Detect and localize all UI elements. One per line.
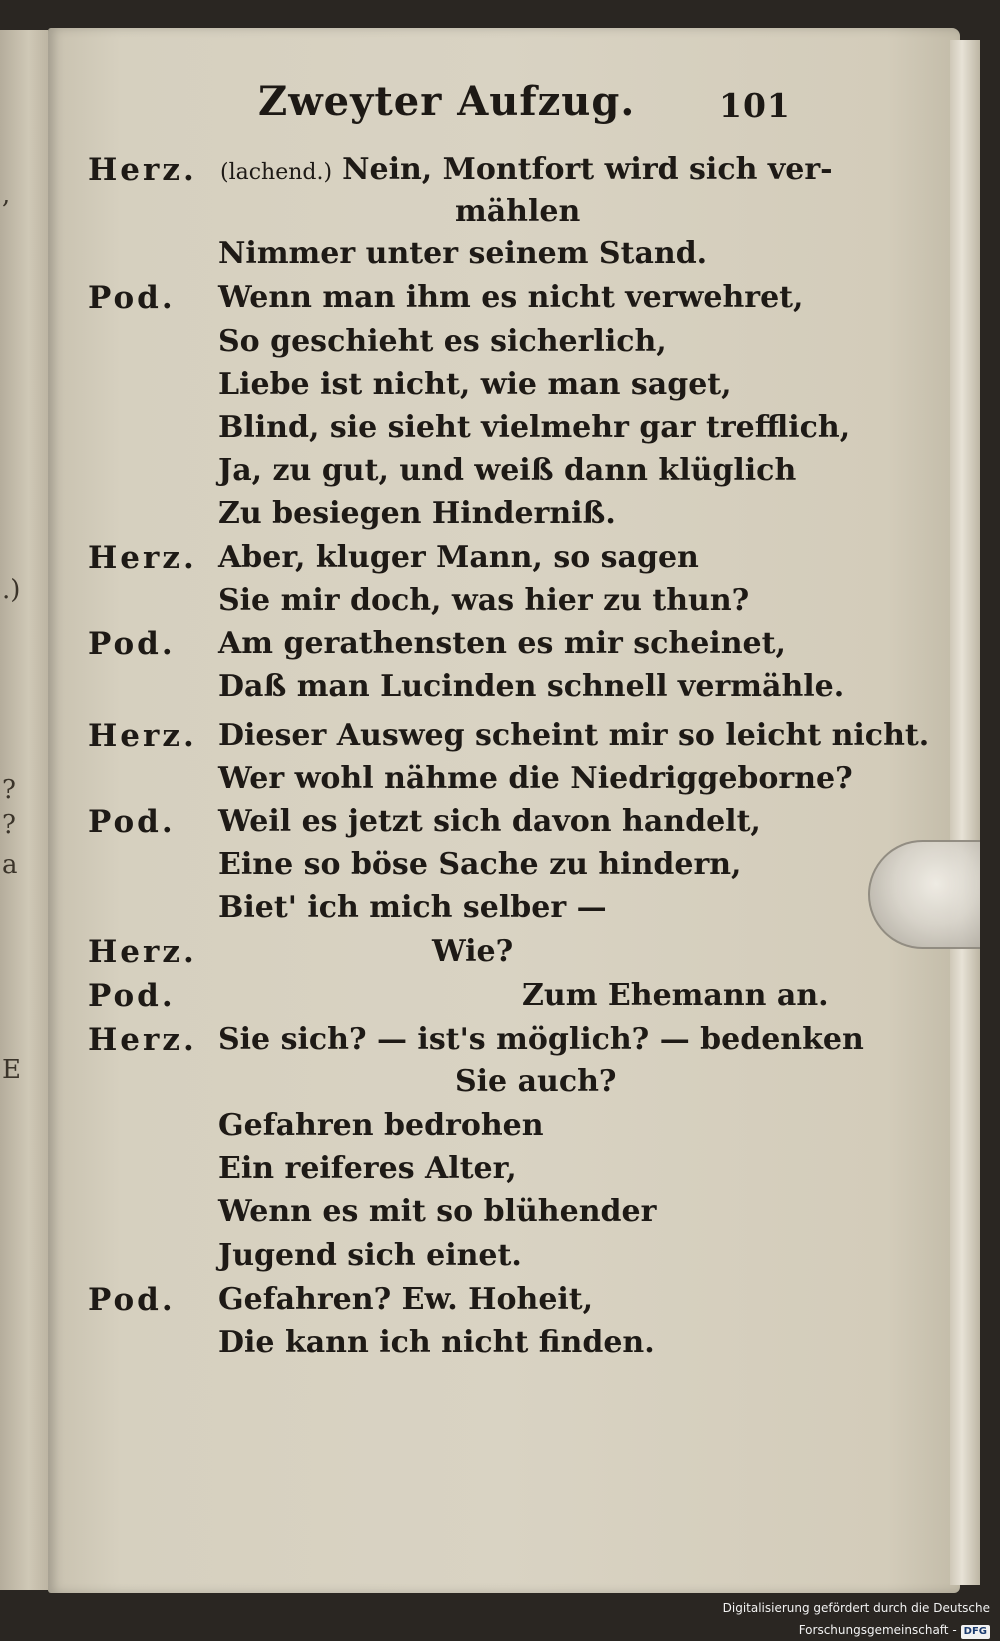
- verse-text: Weil es jetzt sich davon handelt,: [218, 804, 761, 839]
- speaker-name: Pod.: [88, 626, 176, 662]
- verse-text: Sie sich? — ist's möglich? — bedenken: [218, 1022, 864, 1057]
- verse-text: Am gerathensten es mir scheinet,: [218, 626, 786, 661]
- speaker-name: Herz.: [88, 934, 197, 970]
- verse-text: Jugend sich einet.: [218, 1238, 522, 1273]
- left-page-fragment: ,: [2, 180, 11, 210]
- text-line: [0, 148, 1000, 192]
- speaker-name: Herz.: [88, 540, 197, 576]
- dfg-logo: DFG: [961, 1625, 990, 1639]
- text-line: [0, 190, 1000, 234]
- speaker-name: Pod.: [88, 804, 176, 840]
- speaker-name: Herz.: [88, 1022, 197, 1058]
- digitization-footer: [590, 1597, 990, 1637]
- text-line: [0, 449, 1000, 493]
- left-page-fragment: ?: [2, 775, 16, 805]
- verse-text: Zum Ehemann an.: [522, 978, 829, 1013]
- speaker-name: Herz.: [88, 718, 197, 754]
- verse-text: Aber, kluger Mann, so sagen: [218, 540, 699, 575]
- text-line: [0, 363, 1000, 407]
- verse-text: Die kann ich nicht finden.: [218, 1325, 655, 1360]
- text-line: [0, 622, 1000, 666]
- verse-text: Biet' ich mich selber —: [218, 890, 607, 925]
- text-line: [0, 757, 1000, 801]
- speaker-name: Pod.: [88, 280, 176, 316]
- left-page-fragment: E: [2, 1055, 21, 1085]
- speaker-name: Pod.: [88, 978, 176, 1014]
- verse-text: Zu besiegen Hinderniß.: [218, 496, 616, 531]
- verse-text: Wenn es mit so blühender: [218, 1194, 657, 1229]
- stage-direction: (lachend.): [220, 160, 333, 185]
- text-line: [0, 276, 1000, 320]
- text-line: [0, 492, 1000, 536]
- verse-text: Dieser Ausweg scheint mir so leicht nicht.: [218, 718, 930, 753]
- left-page-fragment: .): [2, 575, 21, 605]
- text-line: [0, 320, 1000, 364]
- text-line: [0, 536, 1000, 580]
- verse-text: Blind, sie sieht vielmehr gar trefflich,: [218, 410, 851, 445]
- page-number: 101: [719, 86, 791, 125]
- speaker-name: Herz.: [88, 152, 197, 188]
- text-line: [0, 406, 1000, 450]
- verse-text: mählen: [455, 194, 581, 229]
- verse-text: Nimmer unter seinem Stand.: [218, 236, 708, 271]
- text-line: [0, 714, 1000, 758]
- verse-text: Ja, zu gut, und weiß dann klüglich: [218, 453, 797, 488]
- text-line: [0, 1190, 1000, 1234]
- verse-text: So geschieht es sicherlich,: [218, 324, 667, 359]
- text-line: [0, 232, 1000, 276]
- speaker-name: Pod.: [88, 1282, 176, 1318]
- text-line: [0, 1234, 1000, 1278]
- left-page-fragment: a: [2, 850, 18, 880]
- verse-text: Wie?: [432, 934, 514, 969]
- text-line: [0, 579, 1000, 623]
- text-line: [0, 886, 1000, 930]
- verse-text: Wenn man ihm es nicht verwehret,: [218, 280, 804, 315]
- text-line: [0, 1147, 1000, 1191]
- running-head: Zweyter Aufzug.: [258, 78, 636, 125]
- verse-text: Ein reiferes Alter,: [218, 1151, 517, 1186]
- text-line: [0, 665, 1000, 709]
- text-line: [0, 843, 1000, 887]
- verse-text: Daß man Lucinden schnell vermähle.: [218, 669, 845, 704]
- footer-text: Digitalisierung gefördert durch die Deutsche Forschungsgemeinschaft -: [722, 1601, 990, 1637]
- verse-text: Sie auch?: [455, 1064, 617, 1099]
- verse-text: Nein, Montfort wird sich ver-: [342, 152, 833, 187]
- text-line: [0, 1018, 1000, 1062]
- verse-text: Wer wohl nähme die Niedriggeborne?: [218, 761, 853, 796]
- left-page-fragment: ?: [2, 810, 16, 840]
- text-line: [0, 1060, 1000, 1104]
- verse-text: Gefahren bedrohen: [218, 1108, 544, 1143]
- verse-text: Liebe ist nicht, wie man saget,: [218, 367, 732, 402]
- text-line: [0, 800, 1000, 844]
- text-line: [0, 974, 1000, 1018]
- text-line: [0, 930, 1000, 974]
- verse-text: Gefahren? Ew. Hoheit,: [218, 1282, 594, 1317]
- verse-text: Sie mir doch, was hier zu thun?: [218, 583, 750, 618]
- text-line: [0, 1321, 1000, 1365]
- text-line: [0, 1104, 1000, 1148]
- text-line: [0, 1278, 1000, 1322]
- verse-text: Eine so böse Sache zu hindern,: [218, 847, 742, 882]
